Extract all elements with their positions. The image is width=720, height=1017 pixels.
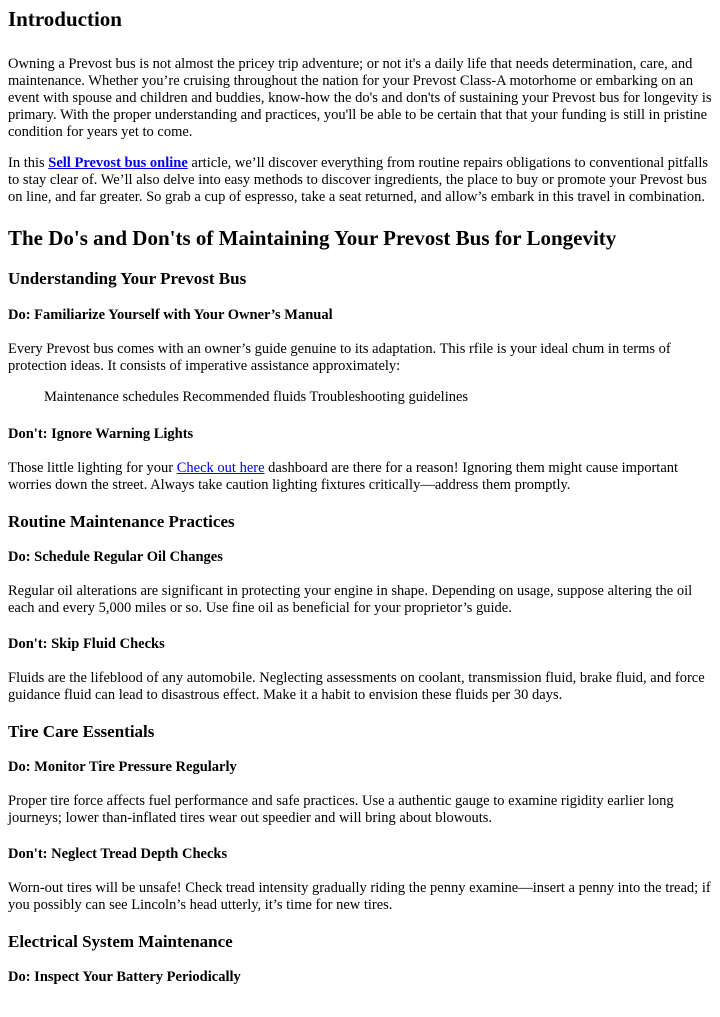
intro-paragraph-2 (8, 155, 712, 206)
routine-heading: Routine Maintenance Practices (8, 512, 235, 531)
tread-dont-text: Worn-out tires will be unsafe! Check tread intensity gradually riding the penny examine—insert a penny into the tread; if you possibly can see Lincoln’s head utterly, it’s time for new tires. (8, 880, 711, 913)
intro-p2-after: article, we’ll discover everything from routine repairs obligations to conventional pitfalls to stay clear of. We’ll also delve into easy methods to discover ingredients, the place to buy or promote your Prevost bus on line, and far greater. So grab a cup of espresso, take a seat returned, and allow’s embark in this travel in combination. (8, 155, 709, 205)
fluid-dont-heading: Don't: Skip Fluid Checks (8, 636, 165, 652)
manual-do-heading: Do: Familiarize Yourself with Your Owner’s Manual (8, 307, 333, 323)
fluid-dont-text: Fluids are the lifeblood of any automobile. Neglecting assessments on coolant, transmission fluid, brake fluid, and force guidance fluid can lead to disastrous effect. Make it a habit to envision these fluids per 30 days. (8, 670, 705, 703)
warning-dont-heading: Don't: Ignore Warning Lights (8, 426, 194, 442)
tire-pressure-do-text: Proper tire force affects fuel performance and safe practices. Use a authentic gauge to examine rigidity earlier long journeys; lower than-inflated tires wear out speedier and will bring about blowouts. (8, 793, 674, 826)
tire-pressure-do-heading: Do: Monitor Tire Pressure Regularly (8, 759, 237, 775)
tire-heading: Tire Care Essentials (8, 722, 155, 741)
oil-do-text: Regular oil alterations are significant in protecting your engine in shape. Depending on usage, suppose altering the oil each and every 5,000 miles or so. Use fine oil as beneficial for your proprietor’s guide. (8, 583, 693, 616)
warning-dont-text (8, 460, 712, 494)
electrical-heading: Electrical System Maintenance (8, 932, 233, 951)
tread-dont-heading: Don't: Neglect Tread Depth Checks (8, 846, 228, 862)
understanding-heading: Understanding Your Prevost Bus (8, 269, 247, 288)
check-out-here-link[interactable]: Check out here (176, 460, 265, 476)
oil-do-heading: Do: Schedule Regular Oil Changes (8, 549, 223, 565)
intro-heading: Introduction (8, 7, 122, 31)
sell-prevost-link[interactable]: Sell Prevost bus online (48, 155, 188, 171)
intro-p2-before: In this (8, 155, 49, 171)
warning-text-after: dashboard are there for a reason! Ignoring them might cause important worries down the street. Always take caution lighting fixtures critically—address them promptly. (8, 460, 679, 493)
warning-text-before: Those little lighting for your (8, 460, 177, 476)
manual-topics-list: Maintenance schedules Recommended fluids Troubleshooting guidelines (44, 389, 469, 405)
battery-do-heading: Do: Inspect Your Battery Periodically (8, 969, 241, 985)
main-heading: The Do's and Don'ts of Maintaining Your Prevost Bus for Longevity (8, 226, 617, 250)
manual-do-text: Every Prevost bus comes with an owner’s guide genuine to its adaptation. This rfile is your ideal chum in terms of protection ideas. It consists of imperative assistance approximately: (8, 341, 671, 374)
intro-paragraph-1: Owning a Prevost bus is not almost the pricey trip adventure; or not it's a daily life that needs determination, care, and maintenance. Whether you’re cruising throughout the nation for your Prevost Class-A motorhome or embarking on an event with spouse and children and buddies, know-how the do's and don'ts of sustaining your Prevost bus for longevity is primary. With the proper understanding and practices, you'll be able to be certain that that your funding is still in pristine condition for years yet to come. (8, 56, 712, 140)
